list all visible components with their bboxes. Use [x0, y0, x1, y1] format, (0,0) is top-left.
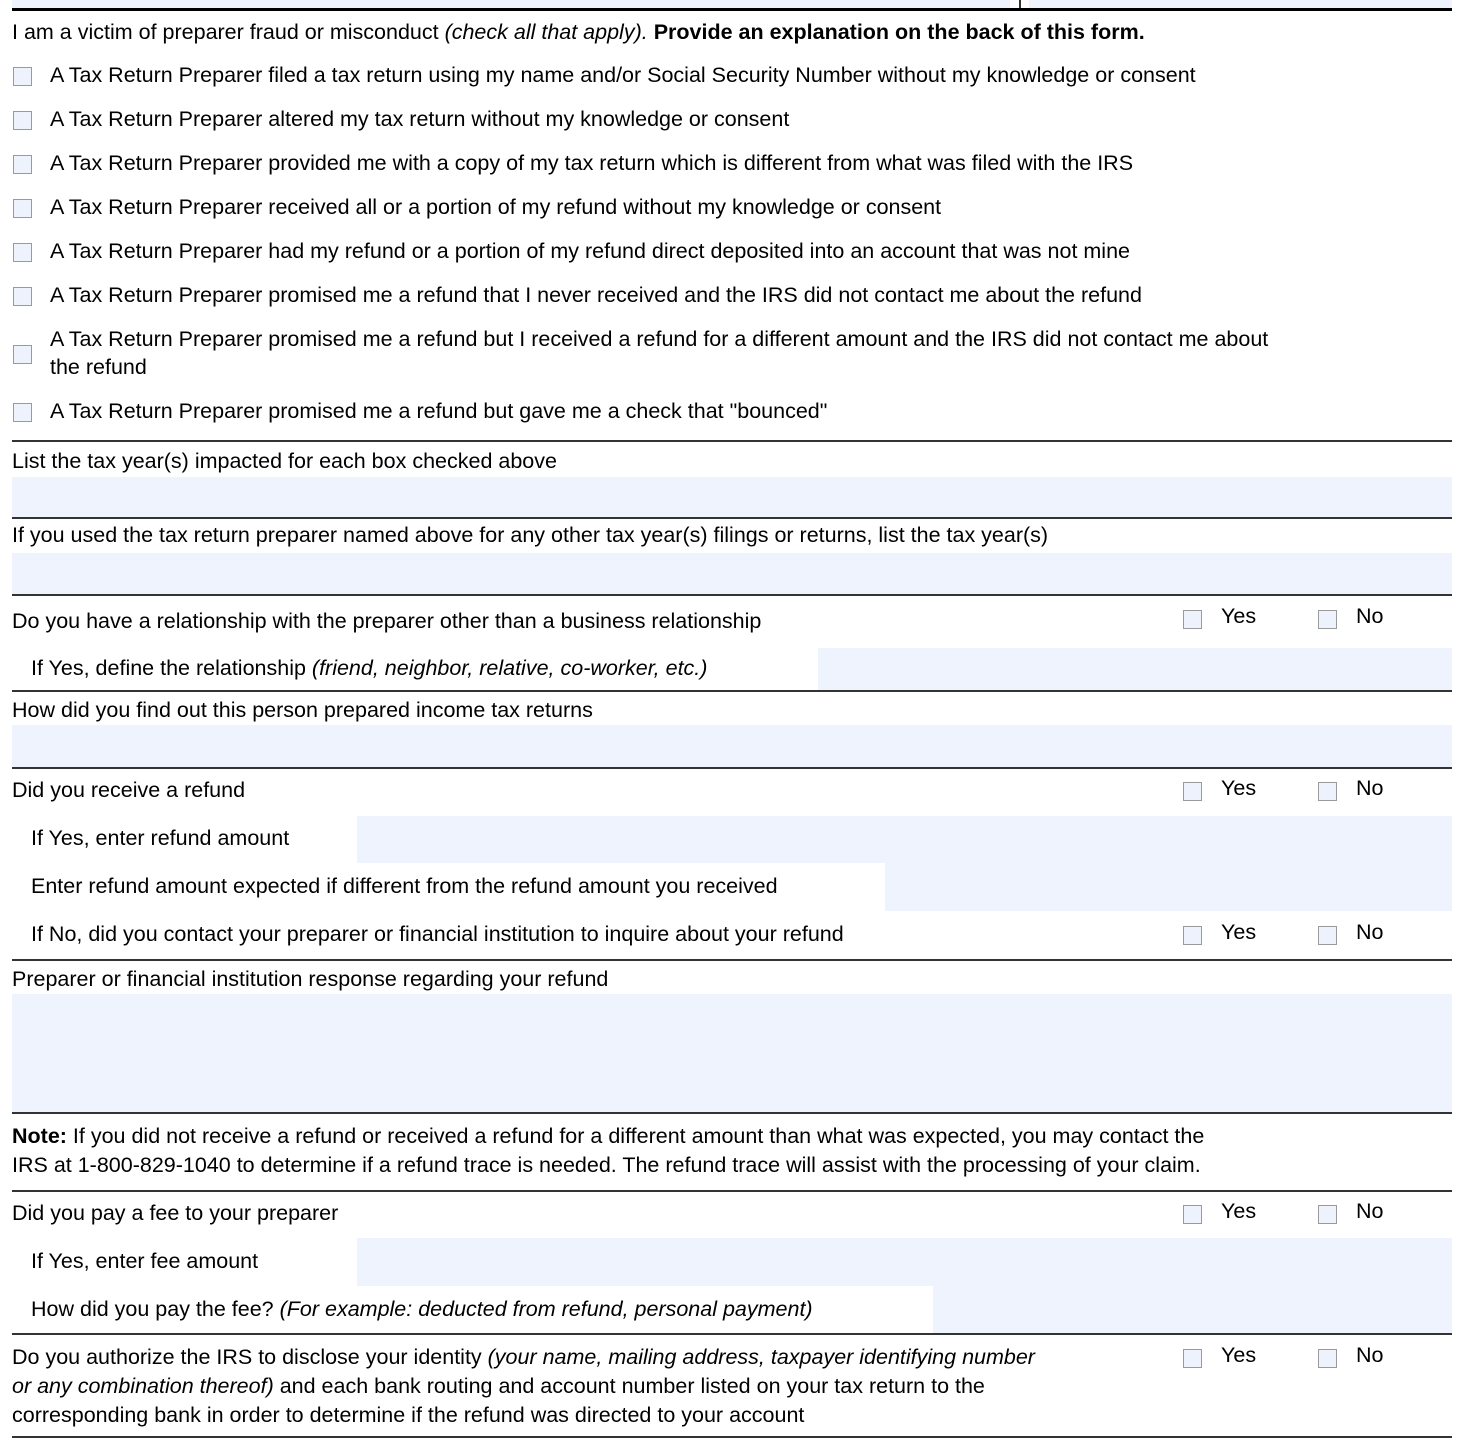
relationship-define-text: If Yes, define the relationship	[31, 656, 312, 680]
fee-yes-checkbox[interactable]	[1183, 1205, 1202, 1224]
rule-after-fee	[12, 1333, 1452, 1335]
fraud-checkbox-5[interactable]	[13, 243, 32, 262]
section-rule-top	[12, 8, 1452, 11]
authorize-line-1	[12, 1343, 1035, 1372]
rule-after-how-found	[12, 767, 1452, 769]
refund-expected-input[interactable]	[885, 863, 1452, 911]
authorize-yes-label: Yes	[1221, 1343, 1257, 1367]
relationship-no-label: No	[1356, 604, 1384, 628]
fee-method-hint: (For example: deducted from refund, personal payment)	[279, 1297, 813, 1321]
fraud-checkbox-6-label: A Tax Return Preparer promised me a refund that I never received and the IRS did not contact me about the refund	[50, 283, 1142, 307]
how-found-label: How did you find out this person prepared income tax returns	[12, 698, 593, 722]
authorize-italic-2: or any combination thereof)	[12, 1374, 274, 1398]
fee-method-input[interactable]	[933, 1286, 1452, 1333]
fraud-checkbox-8-label: A Tax Return Preparer promised me a refund but gave me a check that "bounced"	[50, 399, 828, 423]
note-line-2: IRS at 1-800-829-1040 to determine if a refund trace is needed. The refund trace will assist with the processing of your claim.	[12, 1153, 1201, 1177]
refund-contact-no-checkbox[interactable]	[1318, 926, 1337, 945]
relationship-define-label	[31, 654, 707, 683]
refund-no-checkbox[interactable]	[1318, 782, 1337, 801]
fraud-checkbox-7[interactable]	[13, 345, 32, 364]
fraud-checkbox-5-label: A Tax Return Preparer had my refund or a portion of my refund direct deposited into an account that was not mine	[50, 239, 1130, 263]
rule-after-refund	[12, 959, 1452, 961]
fraud-checkbox-3[interactable]	[13, 155, 32, 174]
fraud-checkbox-1[interactable]	[13, 67, 32, 86]
fee-yes-label: Yes	[1221, 1199, 1257, 1223]
authorize-no-checkbox[interactable]	[1318, 1349, 1337, 1368]
tax-years-impacted-label: List the tax year(s) impacted for each box checked above	[12, 449, 557, 473]
refund-contact-question: If No, did you contact your preparer or financial institution to inquire about your refund	[31, 922, 844, 946]
rule-after-tax-years	[12, 517, 1452, 519]
rule-after-relationship	[12, 690, 1452, 692]
relationship-yes-checkbox[interactable]	[1183, 610, 1202, 629]
fraud-checkbox-6[interactable]	[13, 287, 32, 306]
relationship-define-hint: (friend, neighbor, relative, co-worker, etc.)	[311, 656, 708, 680]
authorize-text-2: and each bank routing and account number listed on your tax return to the	[273, 1374, 985, 1398]
note-line-1	[12, 1122, 1204, 1151]
fraud-checkbox-2-label: A Tax Return Preparer altered my tax return without my knowledge or consent	[50, 107, 790, 131]
other-tax-years-label: If you used the tax return preparer named above for any other tax year(s) filings or returns, list the tax year(s)	[12, 523, 1049, 547]
fee-method-label	[31, 1295, 813, 1324]
fee-method-text: How did you pay the fee?	[31, 1297, 280, 1321]
rule-after-other-years	[12, 594, 1452, 596]
fee-amount-input[interactable]	[357, 1238, 1452, 1286]
fraud-section-heading	[12, 18, 1145, 47]
relationship-no-checkbox[interactable]	[1318, 610, 1337, 629]
relationship-yes-label: Yes	[1221, 604, 1257, 628]
relationship-define-input[interactable]	[818, 648, 1452, 690]
authorize-yes-checkbox[interactable]	[1183, 1349, 1202, 1368]
refund-contact-yes-label: Yes	[1221, 920, 1257, 944]
fraud-checkbox-7-label-line1: A Tax Return Preparer promised me a refund but I received a refund for a different amount and the IRS did not contact me about	[50, 327, 1269, 351]
fee-no-label: No	[1356, 1199, 1384, 1223]
other-tax-years-input[interactable]	[12, 553, 1452, 594]
refund-amount-label: If Yes, enter refund amount	[31, 826, 290, 850]
authorize-line-3: corresponding bank in order to determine if the refund was directed to your account	[12, 1403, 805, 1427]
response-textarea[interactable]	[12, 994, 1452, 1112]
fraud-checkbox-8[interactable]	[13, 403, 32, 422]
rule-after-checkboxes	[12, 440, 1452, 442]
note-bold-label: Note:	[12, 1124, 67, 1148]
refund-contact-yes-checkbox[interactable]	[1183, 926, 1202, 945]
refund-no-label: No	[1356, 776, 1384, 800]
response-label: Preparer or financial institution response regarding your refund	[12, 967, 609, 991]
refund-question: Did you receive a refund	[12, 778, 246, 802]
how-found-input[interactable]	[12, 725, 1452, 767]
fraud-checkbox-3-label: A Tax Return Preparer provided me with a copy of my tax return which is different from what was filed with the IRS	[50, 151, 1134, 175]
tax-years-impacted-input[interactable]	[12, 477, 1452, 517]
authorize-line-2	[12, 1372, 985, 1401]
fraud-checkbox-7-label-line2: the refund	[50, 355, 147, 379]
fee-question: Did you pay a fee to your preparer	[12, 1201, 339, 1225]
heading-bold: Provide an explanation on the back of this form.	[647, 20, 1145, 44]
fraud-checkbox-1-label: A Tax Return Preparer filed a tax return using my name and/or Social Security Number without my knowledge or consent	[50, 63, 1196, 87]
refund-expected-label: Enter refund amount expected if different from the refund amount you received	[31, 874, 778, 898]
heading-plain: I am a victim of preparer fraud or misconduct	[12, 20, 445, 44]
authorize-no-label: No	[1356, 1343, 1384, 1367]
fee-no-checkbox[interactable]	[1318, 1205, 1337, 1224]
top-field-right[interactable]	[1029, 0, 1452, 8]
heading-italic: (check all that apply).	[444, 20, 648, 44]
rule-after-response	[12, 1112, 1452, 1114]
top-field-left[interactable]	[12, 0, 1010, 8]
refund-amount-input[interactable]	[357, 816, 1452, 863]
fraud-checkbox-4[interactable]	[13, 199, 32, 218]
refund-yes-checkbox[interactable]	[1183, 782, 1202, 801]
authorize-italic-1: (your name, mailing address, taxpayer identifying number	[487, 1345, 1035, 1369]
note-text-1: If you did not receive a refund or received a refund for a different amount than what was expected, you may contact the	[66, 1124, 1205, 1148]
fee-amount-label: If Yes, enter fee amount	[31, 1249, 259, 1273]
authorize-text-1: Do you authorize the IRS to disclose your identity	[12, 1345, 488, 1369]
rule-after-note	[12, 1190, 1452, 1192]
refund-yes-label: Yes	[1221, 776, 1257, 800]
fraud-checkbox-4-label: A Tax Return Preparer received all or a portion of my refund without my knowledge or consent	[50, 195, 942, 219]
relationship-question: Do you have a relationship with the preparer other than a business relationship	[12, 609, 762, 633]
refund-contact-no-label: No	[1356, 920, 1384, 944]
fraud-checkbox-2[interactable]	[13, 111, 32, 130]
